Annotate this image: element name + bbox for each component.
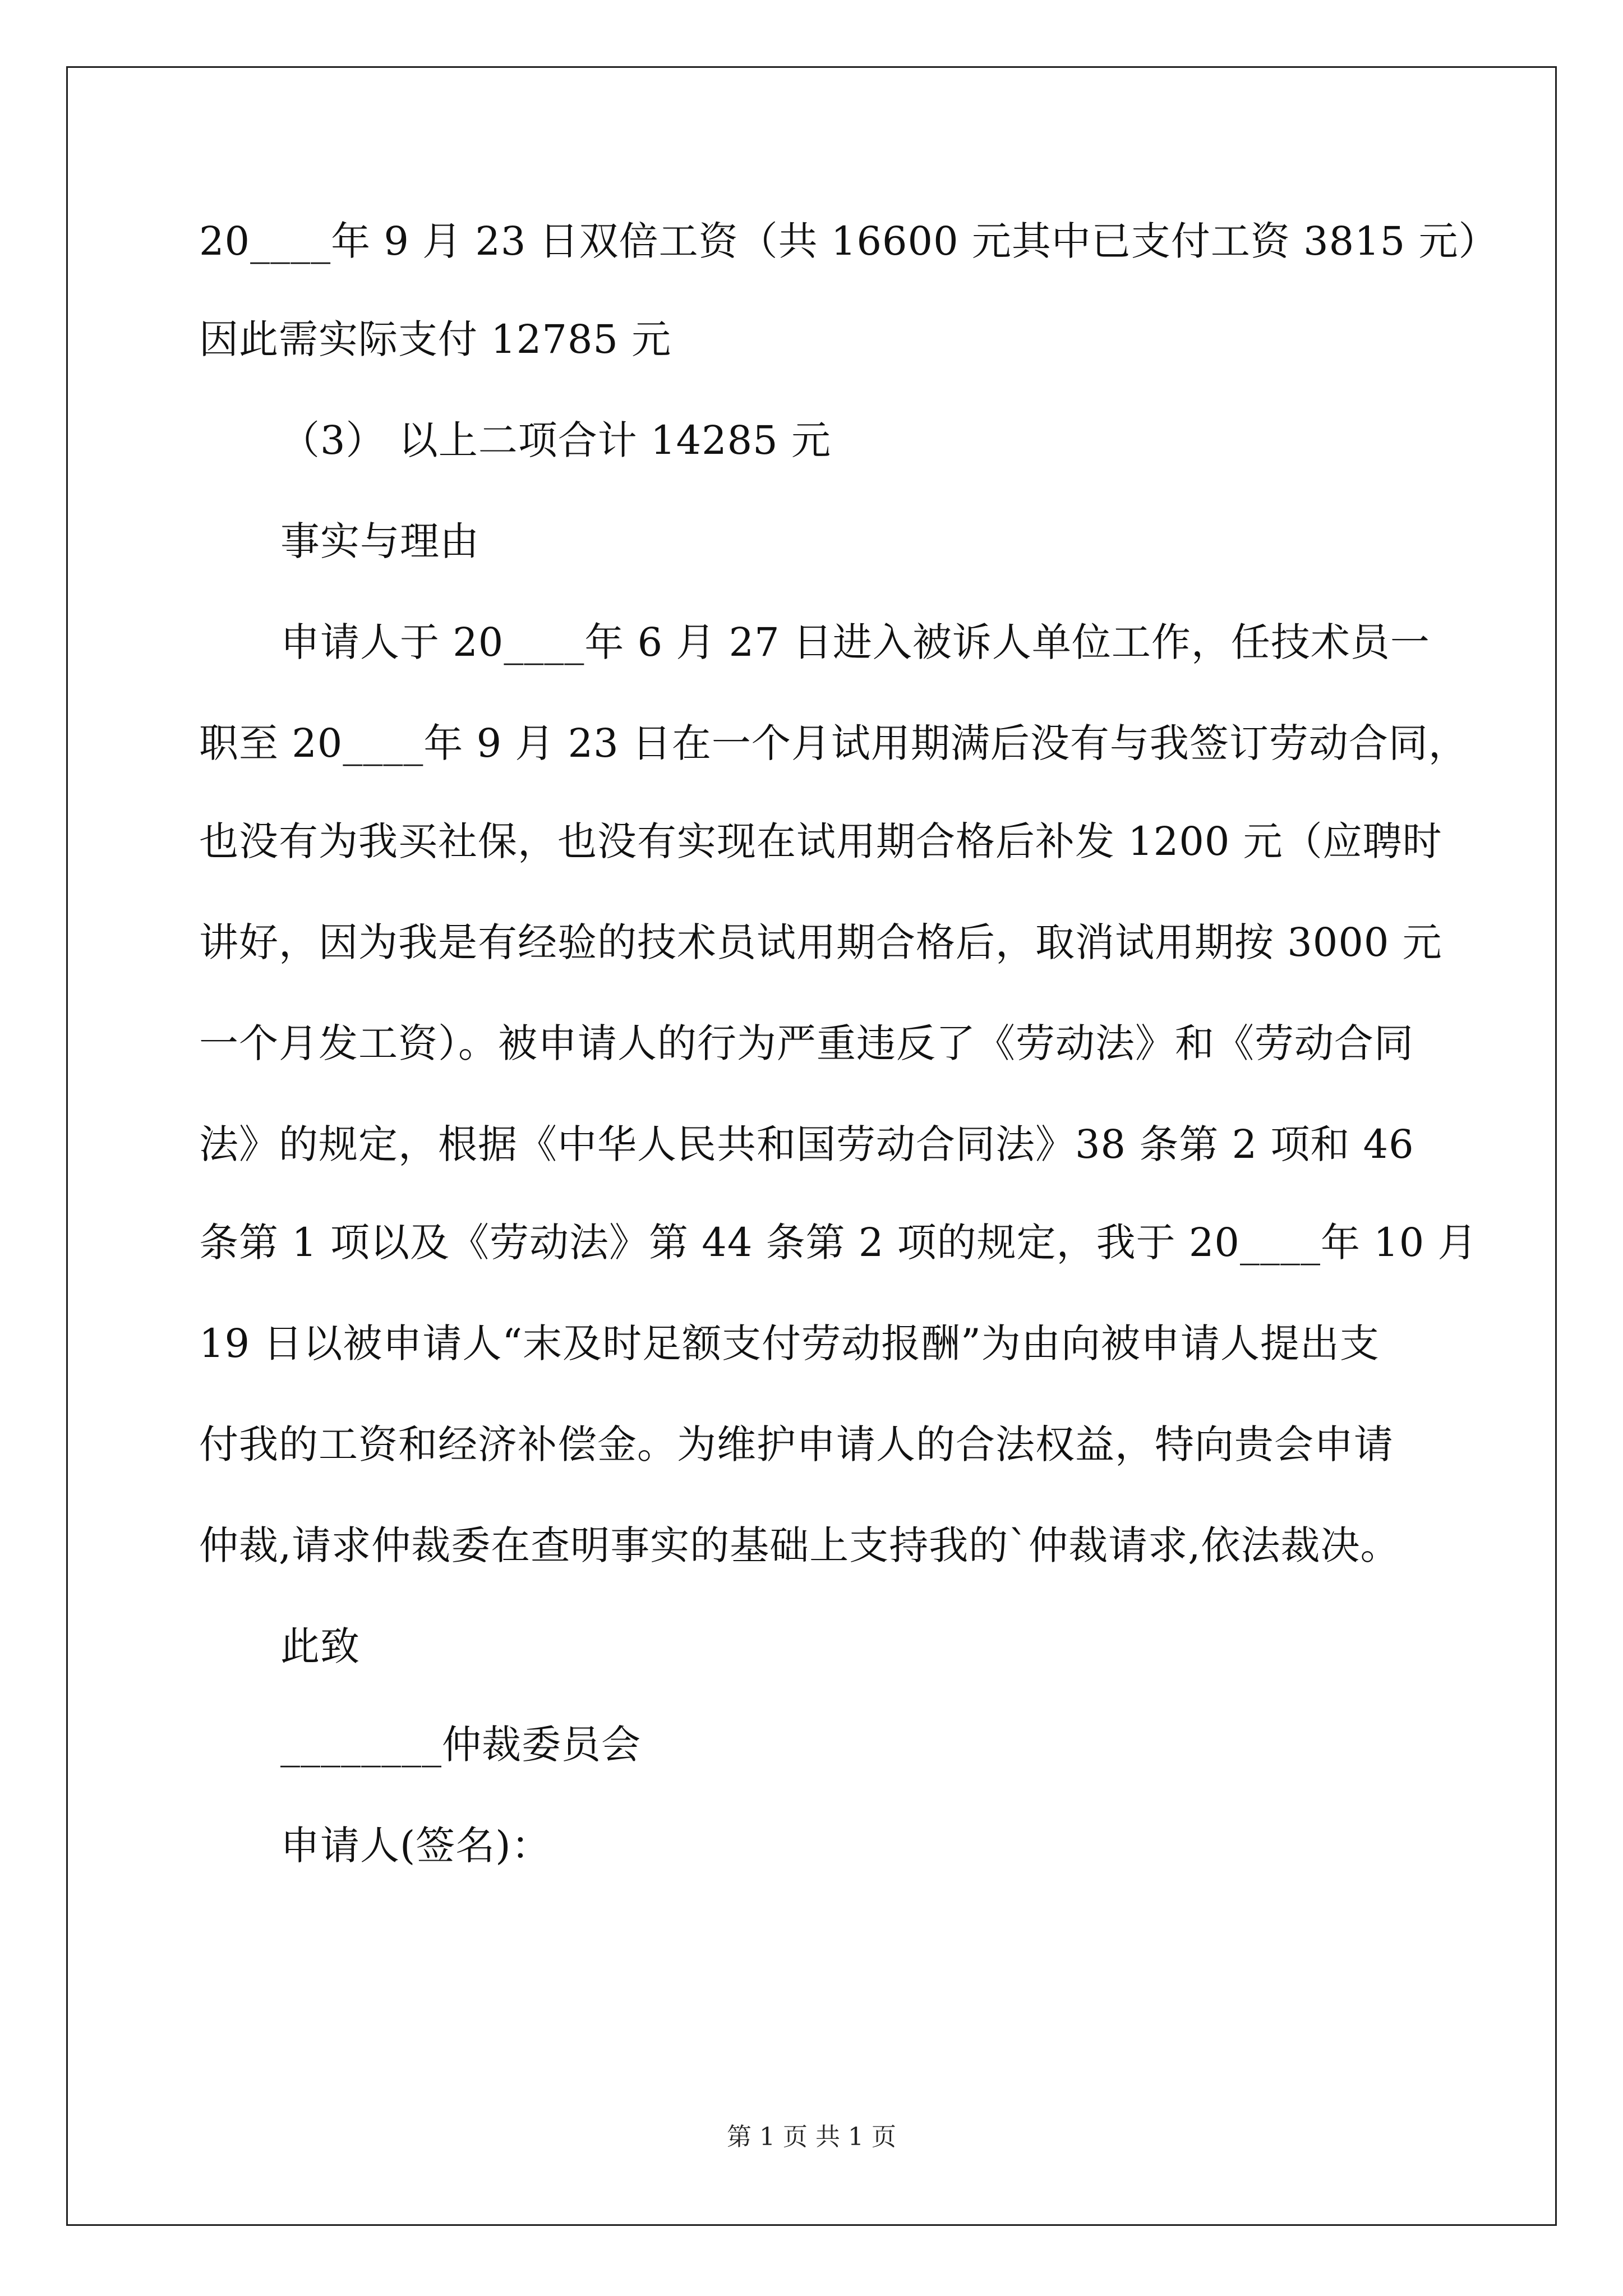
text-line-6: 职至 20____年 9 月 23 日在一个月试用期满后没有与我签订劳动合同， — [199, 720, 1468, 766]
text-line-1: 20____年 9 月 23 日双倍工资（共 16600 元其中已支付工资 3815 元） — [199, 218, 1498, 264]
text-line-9: 一个月发工资）。被申请人的行为严重违反了《劳动法》和《劳动合同 — [199, 1020, 1414, 1066]
salutation: 此致 — [280, 1623, 360, 1669]
text-line-10: 法》的规定，根据《中华人民共和国劳动合同法》38 条第 2 项和 46 — [199, 1121, 1414, 1167]
text-line-2: 因此需实际支付 12785 元 — [199, 316, 672, 362]
text-line-14: 仲裁,请求仲裁委在查明事实的基础上支持我的`仲裁请求,依法裁决。 — [199, 1522, 1400, 1568]
text-line-8: 讲好，因为我是有经验的技术员试用期合格后，取消试用期按 3000 元 — [199, 919, 1442, 965]
page-footer: 第 1 页 共 1 页 — [727, 2123, 896, 2151]
text-line-13: 付我的工资和经济补偿金。为维护申请人的合法权益，特向贵会申请 — [199, 1421, 1394, 1467]
section-heading: 事实与理由 — [280, 518, 479, 564]
text-line-3: （3） 以上二项合计 14285 元 — [280, 417, 831, 463]
text-line-12: 19 日以被申请人“末及时足额支付劳动报酬”为由向被申请人提出支 — [199, 1320, 1380, 1366]
text-line-11: 条第 1 项以及《劳动法》第 44 条第 2 项的规定，我于 20____年 10 月 — [199, 1220, 1478, 1266]
text-line-7: 也没有为我买社保，也没有实现在试用期合格后补发 1200 元（应聘时 — [199, 818, 1442, 864]
text-line-5: 申请人于 20____年 6 月 27 日进入被诉人单位工作，任技术员一 — [280, 619, 1430, 665]
recipient-line: ________仲裁委员会 — [280, 1722, 641, 1768]
signature-line: 申请人(签名)： — [280, 1823, 551, 1869]
